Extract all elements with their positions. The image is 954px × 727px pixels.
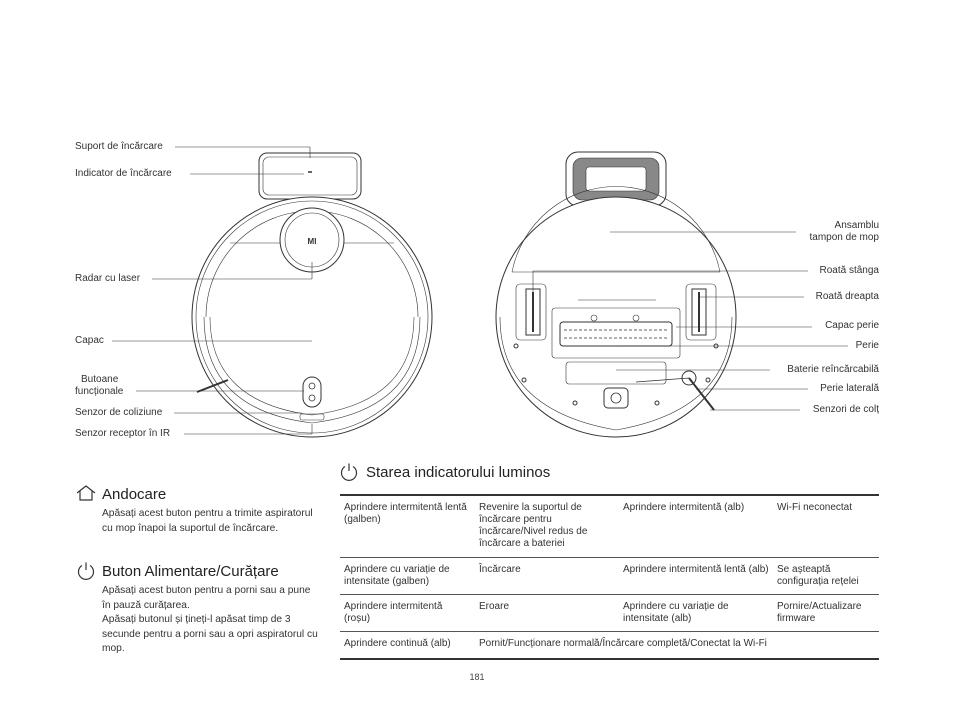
power-icon [339,462,359,482]
bottom-view-robot [496,152,736,437]
page-number: 181 [469,672,485,682]
status-title: Starea indicatorului luminos [366,464,551,481]
label-mop-assembly-1: Ansamblu [834,220,879,231]
table-cell: Aprindere continuă (alb) [344,637,451,649]
table-cell: Pornire/Actualizare firmware [777,600,862,624]
table-cell: Aprindere intermitentă lentă (alb) [623,563,769,575]
power-description [102,584,320,657]
dock-description [102,507,320,536]
dock-text: Apăsați acest buton pentru a trimite aspiratorul cu mop înapoi la suportul de încărcare. [102,508,313,534]
table-cell: Aprindere intermitentă lentă (galben) [344,502,467,525]
label-battery: Baterie reîncărcabilă [787,364,879,375]
label-ir-sensor: Senzor receptor în IR [75,428,171,439]
label-buttons-2: funcționale [75,386,124,397]
top-view-robot [192,153,432,437]
status-table [340,494,879,660]
power-text-1: Apăsați acest buton pentru a porni sau a pune în pauză curățarea. [102,585,311,611]
robot-logo: MI [307,237,317,246]
label-buttons-1: Butoane [81,374,119,385]
label-charging-dock: Suport de încărcare [75,141,163,152]
table-row [340,594,879,631]
power-text-2: Apăsați butonul și țineți-l apăsat timp de 3 secunde pentru a porni sau a opri aspiratorul cu mop. [102,614,318,654]
label-brush-cover: Capac perie [825,320,879,331]
table-cell: Revenire la suportul de încărcare pentru încărcare/Nivel redus de încărcare a bateriei [479,502,588,549]
label-lid: Capac [75,335,104,346]
table-cell: Aprindere cu variație de intensitate (alb) [623,600,729,624]
label-charging-indicator: Indicator de încărcare [75,168,172,179]
home-icon [75,484,97,502]
table-cell: Aprindere cu variație de intensitate (galben) [344,563,450,587]
table-cell: Se așteaptă configurația rețelei [777,563,859,587]
table-cell: Încărcare [479,563,521,575]
label-collision-sensor: Senzor de coliziune [75,407,163,418]
table-cell: Aprindere intermitentă (roșu) [344,600,443,624]
label-cliff-sensors: Senzori de colț [812,404,879,415]
label-brush: Perie [855,340,879,351]
label-side-brush: Perie laterală [820,383,879,394]
power-title: Buton Alimentare/Curățare [102,563,279,580]
table-cell: Aprindere intermitentă (alb) [623,502,745,513]
label-mop-assembly-2: tampon de mop [809,232,879,243]
label-right-wheel: Roată dreapta [815,291,879,302]
table-row [340,631,879,659]
table-cell: Wi-Fi neconectat [777,502,853,513]
table-row [340,495,879,557]
table-cell: Eroare [479,600,510,612]
label-left-wheel: Roată stânga [819,265,879,276]
table-cell: Pornit/Funcționare normală/Încărcare completă/Conectat la Wi-Fi [479,637,767,649]
label-laser-radar: Radar cu laser [75,273,141,284]
power-icon [76,561,96,581]
dock-title: Andocare [102,486,167,503]
table-row [340,557,879,594]
